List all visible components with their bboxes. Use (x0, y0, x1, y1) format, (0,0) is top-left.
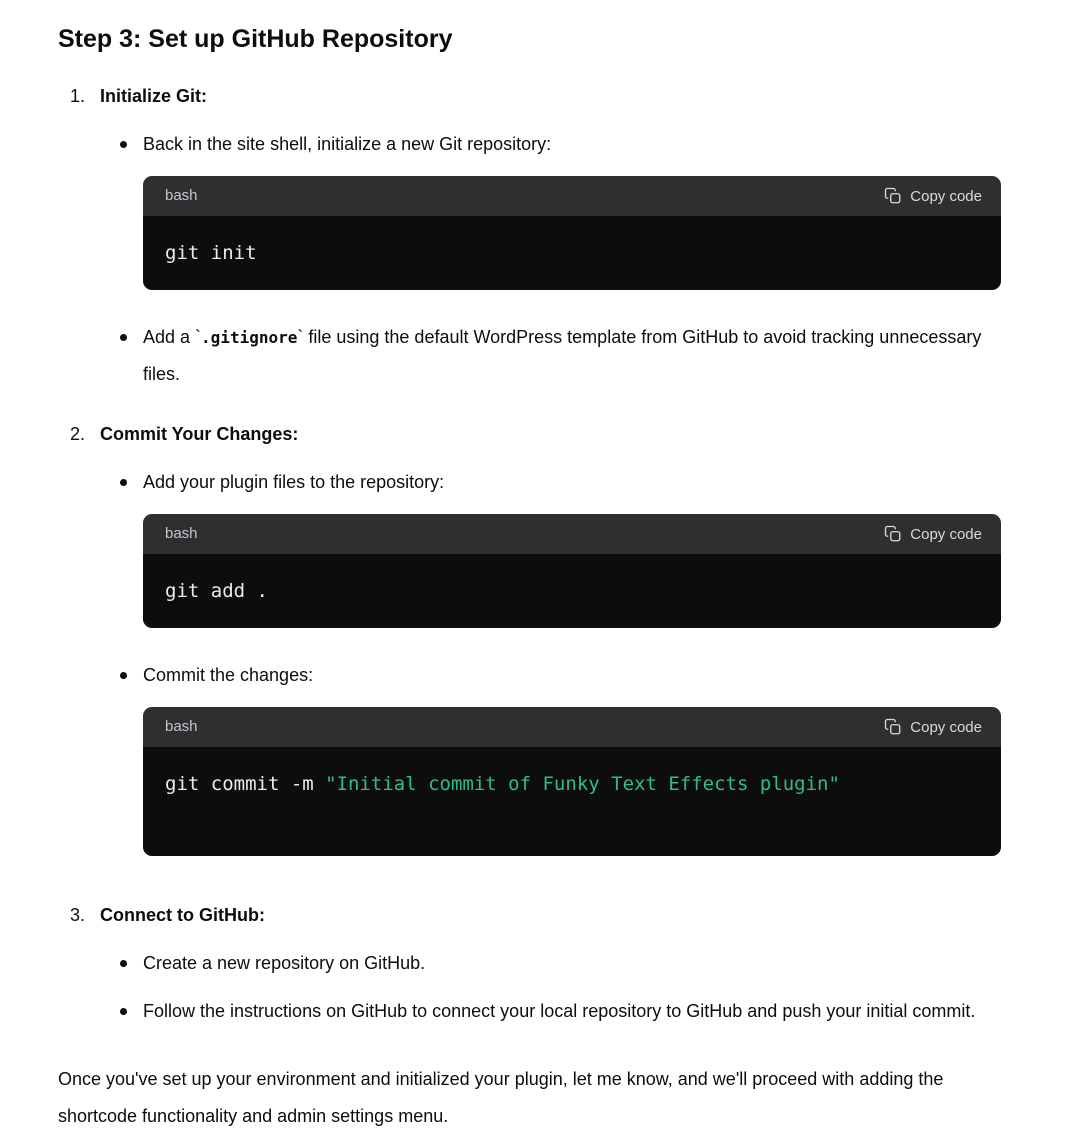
code-content (143, 747, 1001, 856)
copy-code-label: Copy code (910, 718, 982, 736)
copy-code-label: Copy code (910, 187, 982, 205)
code-language-label: bash (165, 718, 198, 735)
step-number: 3. (70, 905, 86, 925)
page-title: Step 3: Set up GitHub Repository (58, 25, 453, 53)
step-item-3 (58, 897, 1001, 1041)
list-item (100, 319, 1001, 393)
code-content: git init (143, 216, 1001, 290)
step-title: Commit Your Changes: (100, 424, 299, 444)
code-block-git-add (143, 514, 1001, 628)
bullet-icon (120, 126, 143, 308)
list-item-body (143, 657, 1001, 874)
copy-icon (884, 187, 902, 205)
bullet-icon (120, 945, 143, 982)
list-item (100, 464, 1001, 646)
list-item-body (143, 126, 1001, 308)
code-content: git add . (143, 554, 1001, 628)
list-item-body (143, 319, 1001, 393)
step-body (100, 78, 1001, 404)
list-item-text: Add your plugin files to the repository: (143, 472, 445, 492)
copy-code-button[interactable] (884, 718, 982, 736)
copy-icon (884, 718, 902, 736)
code-language-label: bash (165, 525, 198, 542)
code-language-label: bash (165, 187, 198, 204)
list-item-body (143, 993, 1001, 1030)
bullet-icon (120, 993, 143, 1030)
inline-code: .gitignore (201, 328, 298, 347)
copy-code-button[interactable] (884, 187, 982, 205)
step-number: 2. (70, 424, 86, 444)
bullet-icon (120, 657, 143, 874)
step-item-2 (58, 416, 1001, 885)
closing-paragraph: Once you've set up your environment and initialized your plugin, let me know, and we'll proceed with adding the shortcode functionality and admin settings menu. (58, 1069, 944, 1126)
step-body (100, 416, 1001, 885)
step-title: Connect to GitHub: (100, 905, 265, 925)
list-item-text: Back in the site shell, initialize a new Git repository: (143, 134, 552, 154)
copy-code-button[interactable] (884, 525, 982, 543)
list-item-text: Add a ` (143, 327, 202, 347)
code-text: git commit -m (165, 773, 326, 795)
step-body (100, 897, 1001, 1041)
list-item-text: Follow the instructions on GitHub to connect your local repository to GitHub and push your initial commit. (143, 1001, 976, 1021)
list-item-text: ` file using the default WordPress template from GitHub to avoid tracking unnecessary files. (143, 327, 982, 384)
step-number: 1. (70, 86, 86, 106)
list-item (100, 126, 1001, 308)
list-item-text: Commit the changes: (143, 665, 314, 685)
list-item-body (143, 945, 1001, 982)
list-item-body (143, 464, 1001, 646)
bullet-icon (120, 464, 143, 646)
code-string-token: "Initial commit of Funky Text Effects plugin" (325, 773, 840, 795)
code-block-git-init (143, 176, 1001, 290)
copy-icon (884, 525, 902, 543)
step-item-1 (58, 78, 1001, 404)
bullet-icon (120, 319, 143, 393)
list-item (100, 657, 1001, 874)
list-item (100, 993, 1001, 1030)
list-item (100, 945, 1001, 982)
code-block-header (143, 707, 1001, 747)
code-block-header (143, 176, 1001, 216)
code-block-git-commit (143, 707, 1001, 856)
copy-code-label: Copy code (910, 525, 982, 543)
list-item-text: Create a new repository on GitHub. (143, 953, 426, 973)
code-block-header (143, 514, 1001, 554)
step-title: Initialize Git: (100, 86, 208, 106)
